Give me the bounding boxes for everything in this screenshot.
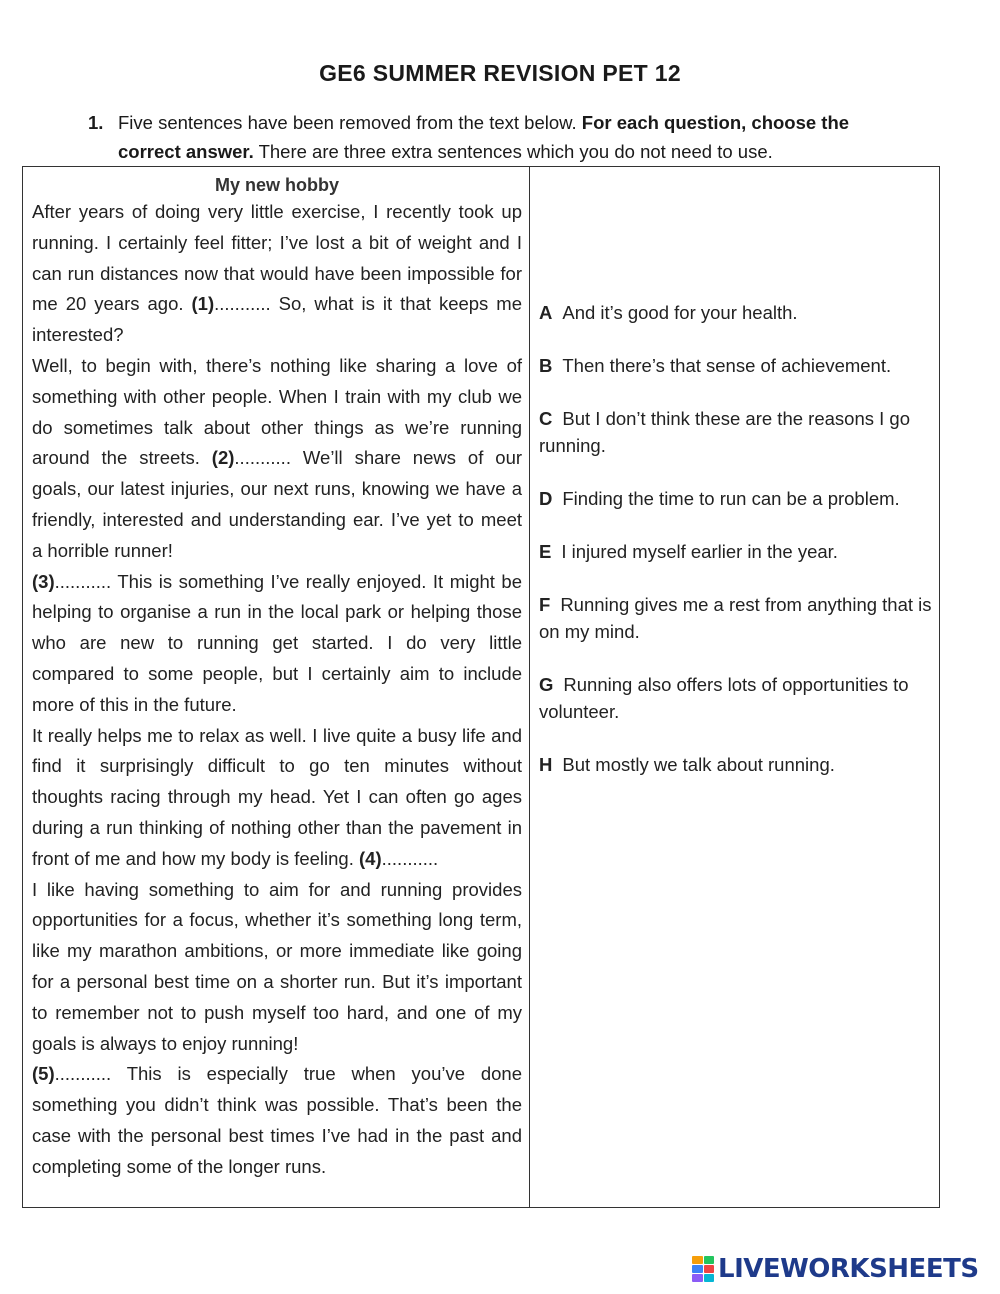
gap-3-blank[interactable]: ........... — [54, 570, 112, 592]
gap-1-label: (1) — [191, 293, 215, 315]
paragraph-2-text-a: Well, to begin with, there’s nothing like sharing a love of something with other people. When I train with my club we do sometimes talk about other things as we’re running around the streets. — [32, 354, 522, 469]
option-letter: G — [539, 674, 554, 695]
paragraph-1 — [32, 197, 522, 351]
option-e — [539, 538, 939, 565]
paragraph-2 — [32, 351, 522, 567]
logo-block — [704, 1256, 715, 1264]
option-c — [539, 405, 939, 459]
liveworksheets-logo[interactable] — [692, 1253, 979, 1285]
option-letter: B — [539, 355, 553, 376]
gap-4-blank[interactable]: ........... — [381, 847, 439, 869]
option-letter: A — [539, 302, 553, 323]
paragraph-3-text-b: This is something I’ve really enjoyed. It might be helping to organise a run in the local park or helping those who are new to running get started. I do very little compared to some people, but I certainly aim to include more of this in the future. — [32, 570, 522, 715]
worksheet-title: GE6 SUMMER REVISION PET 12 — [319, 60, 681, 86]
option-h — [539, 751, 939, 778]
gap-5-blank[interactable]: ........... — [54, 1063, 112, 1085]
paragraph-1-text-b: So, what is it that keeps me interested? — [32, 293, 523, 346]
option-a — [539, 299, 939, 326]
gap-2-label: (2) — [211, 447, 235, 469]
paragraph-1-text-a: After years of doing very little exercise, I recently took up running. I certainly feel fitter; I’ve lost a bit of weight and I can run distances now that would have been impossible for me 20 years ago. — [32, 201, 522, 315]
instructions-plain: Five sentences have been removed from the text below. — [118, 112, 577, 133]
option-text: Then there’s that sense of achievement. — [562, 355, 892, 376]
option-f — [539, 591, 939, 645]
option-text: But I don’t think these are the reasons I go running. — [539, 408, 910, 456]
instructions-bold: For each question, choose the correct answer. — [118, 112, 850, 162]
gap-3-label: (3) — [32, 570, 55, 592]
exercise-table — [22, 166, 940, 1208]
gap-4-label: (4) — [359, 847, 382, 869]
paragraph-2-text-b: We’ll share news of our goals, our latest injuries, our next runs, knowing we have a friendly, interested and understanding ear. I’ve yet to meet a horrible runner! — [32, 447, 523, 561]
passage-title: My new hobby — [214, 175, 339, 195]
logo-block — [692, 1256, 703, 1264]
passage-column — [32, 173, 522, 1183]
gap-1-blank[interactable]: ........... — [214, 293, 271, 315]
instructions-tail: There are three extra sentences which you do not need to use. — [258, 141, 773, 162]
instructions-text — [118, 108, 908, 166]
option-text: I injured myself earlier in the year. — [561, 541, 838, 562]
column-divider — [529, 167, 530, 1207]
option-text: Running also offers lots of opportunities to volunteer. — [539, 674, 909, 722]
logo-blocks-icon — [692, 1256, 714, 1282]
paragraph-4-text-a: It really helps me to relax as well. I live quite a busy life and find it surprisingly difficult to go ten minutes without thoughts racing through my head. Yet I can often go ages during a run thinking of nothing other than the pavement in front of me and how my body is feeling. — [32, 724, 522, 869]
paragraph-4 — [32, 721, 522, 875]
option-letter: D — [539, 488, 553, 509]
logo-block — [692, 1265, 703, 1273]
options-column — [539, 299, 939, 804]
option-letter: F — [539, 594, 551, 615]
option-d — [539, 485, 939, 512]
option-text: And it’s good for your health. — [562, 302, 798, 323]
paragraph-5-text: I like having something to aim for and running provides opportunities for a focus, whether it’s something long term, like my marathon ambitions, or more immediate like going for a personal best time on a shorter run. But it’s important to remember not to push myself too hard, and one of my goals is always to enjoy running! — [32, 878, 522, 1054]
instructions — [88, 108, 908, 166]
paragraph-3 — [32, 567, 522, 721]
gap-2-blank[interactable]: ........... — [234, 447, 291, 469]
option-b — [539, 352, 939, 379]
paragraph-6-text-b: This is especially true when you’ve done something you didn’t think was possible. That’s been the case with the personal best times I’ve had in the past and completing some of the longer runs. — [32, 1063, 523, 1177]
option-letter: H — [539, 754, 553, 775]
logo-block — [704, 1274, 715, 1282]
paragraph-6 — [32, 1059, 522, 1182]
paragraph-5 — [32, 875, 522, 1060]
question-number: 1. — [88, 112, 104, 133]
option-letter: E — [539, 541, 552, 562]
logo-block — [692, 1274, 703, 1282]
option-letter: C — [539, 408, 553, 429]
option-g — [539, 671, 939, 725]
logo-block — [704, 1265, 715, 1273]
logo-text: LIVEWORKSHEETS — [718, 1254, 979, 1284]
option-text: Finding the time to run can be a problem. — [562, 488, 900, 509]
option-text: Running gives me a rest from anything that is on my mind. — [539, 594, 932, 642]
gap-5-label: (5) — [32, 1063, 55, 1085]
option-text: But mostly we talk about running. — [562, 754, 835, 775]
